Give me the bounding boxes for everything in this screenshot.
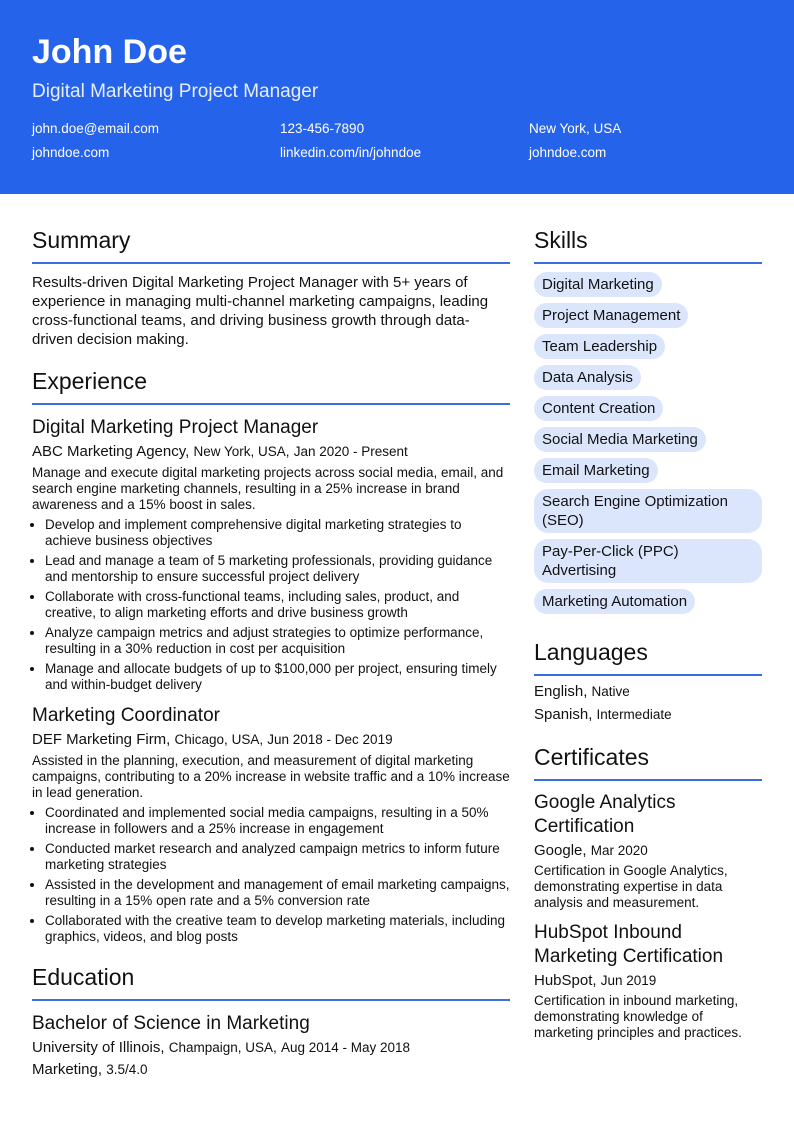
skill-tag: Pay-Per-Click (PPC) Advertising: [534, 539, 762, 583]
contact-phone[interactable]: 123-456-7890: [280, 121, 365, 136]
skill-tag: Team Leadership: [534, 334, 665, 359]
certificates-heading: Certificates: [534, 743, 762, 781]
resume-body: [0, 194, 794, 1080]
certificate-meta: [534, 841, 762, 861]
education-entry: [32, 1012, 510, 1080]
languages-section: [534, 638, 762, 725]
experience-section: [32, 367, 510, 945]
experience-heading: Experience: [32, 367, 510, 405]
contact-website-2[interactable]: johndoe.com: [529, 145, 607, 160]
job-bullet: • Coordinated and implemented social media campaigns, resulting in a 50% increase in followers and a 25% increase in engagement: [45, 805, 510, 837]
job-dates: Jan 2020 - Present: [293, 444, 408, 459]
job-bullet: • Manage and allocate budgets of up to $100,000 per project, ensuring timely and within-budget delivery: [45, 661, 510, 693]
summary-heading: Summary: [32, 226, 510, 264]
certificate-entry: [534, 791, 762, 911]
language-name: Spanish,: [534, 706, 593, 723]
job-bullet: • Analyze campaign metrics and adjust strategies to optimize performance, resulting in a 30% reduction in cost per acquisition: [45, 625, 510, 657]
contact-info: [32, 120, 762, 162]
skill-tag: Digital Marketing: [534, 272, 662, 297]
skills-list: [534, 272, 762, 620]
job-bullet: • Develop and implement comprehensive digital marketing strategies to achieve business objectives: [45, 517, 510, 549]
contact-email[interactable]: john.doe@email.com: [32, 121, 160, 136]
skill-tag: Search Engine Optimization (SEO): [534, 489, 762, 533]
certificate-meta: [534, 971, 762, 991]
job-description: Assisted in the planning, execution, and measurement of digital marketing campaigns, contributing to a 20% increase in website traffic and a 10% increase in lead generation.: [32, 753, 510, 800]
school-name: University of Illinois,: [32, 1039, 165, 1056]
degree-title: Bachelor of Science in Marketing: [32, 1013, 310, 1034]
language-name: English,: [534, 683, 588, 700]
certificate-issuer: Google,: [534, 842, 587, 859]
education-gpa: 3.5/4.0: [106, 1062, 148, 1077]
certificate-description: Certification in Google Analytics, demonstrating expertise in data analysis and measurement.: [534, 863, 728, 910]
language-level: Native: [591, 684, 630, 699]
job-bullet: • Collaborated with the creative team to develop marketing materials, including graphics, videos, and blog posts: [45, 913, 510, 945]
job-dates: Jun 2018 - Dec 2019: [267, 732, 393, 747]
candidate-name: John Doe: [32, 33, 187, 71]
school-location: Champaign, USA,: [168, 1040, 277, 1055]
skill-tag: Social Media Marketing: [534, 427, 706, 452]
education-dates: Aug 2014 - May 2018: [280, 1040, 411, 1055]
certificate-entry: [534, 921, 762, 1041]
certificate-title: HubSpot Inbound Marketing Certification: [534, 922, 724, 967]
job-entry: [32, 416, 510, 693]
skills-heading: Skills: [534, 226, 762, 264]
skill-tag: Data Analysis: [534, 365, 641, 390]
job-bullet: • Conducted market research and analyzed campaign metrics to inform future marketing strategies: [45, 841, 510, 873]
contact-location: New York, USA: [529, 121, 622, 136]
job-title: Marketing Coordinator: [32, 705, 220, 726]
right-column: [534, 194, 762, 1080]
education-section: [32, 963, 510, 1080]
certificate-date: Mar 2020: [590, 843, 648, 858]
job-bullets: [32, 805, 510, 945]
resume-header: [0, 0, 794, 194]
certificate-description: Certification in inbound marketing, demonstrating knowledge of marketing principles and practices.: [534, 993, 742, 1040]
language-level: Intermediate: [596, 707, 672, 722]
education-meta: [32, 1038, 510, 1058]
job-meta: [32, 730, 510, 750]
education-heading: Education: [32, 963, 510, 1001]
certificate-issuer: HubSpot,: [534, 972, 597, 989]
job-meta: [32, 442, 510, 462]
skill-tag: Email Marketing: [534, 458, 658, 483]
candidate-title: Digital Marketing Project Manager: [32, 81, 319, 102]
certificates-section: [534, 743, 762, 1041]
job-location: New York, USA,: [193, 444, 290, 459]
job-entry: [32, 704, 510, 945]
job-location: Chicago, USA,: [174, 732, 264, 747]
skill-tag: Content Creation: [534, 396, 663, 421]
skill-tag: Project Management: [534, 303, 688, 328]
language-item: [534, 682, 762, 702]
contact-website[interactable]: johndoe.com: [32, 145, 110, 160]
language-item: [534, 705, 762, 725]
certificate-date: Jun 2019: [600, 973, 657, 988]
education-gpa-row: [32, 1060, 510, 1080]
skill-tag: Marketing Automation: [534, 589, 695, 614]
education-field: Marketing,: [32, 1061, 103, 1078]
job-company: ABC Marketing Agency,: [32, 443, 190, 460]
certificate-title: Google Analytics Certification: [534, 792, 676, 837]
job-description: Manage and execute digital marketing projects across social media, email, and search engine marketing channels, resulting in a 25% increase in brand awareness and a 15% boost in sales.: [32, 465, 504, 512]
job-title: Digital Marketing Project Manager: [32, 417, 319, 438]
job-bullet: • Collaborate with cross-functional teams, including sales, product, and creative, to align marketing efforts and drive business growth: [45, 589, 510, 621]
job-bullets: [32, 517, 510, 693]
job-bullet: • Lead and manage a team of 5 marketing professionals, providing guidance and mentorship to ensure successful project delivery: [45, 553, 510, 585]
languages-heading: Languages: [534, 638, 762, 676]
job-company: DEF Marketing Firm,: [32, 731, 171, 748]
contact-linkedin[interactable]: linkedin.com/in/johndoe: [280, 145, 422, 160]
summary-text: Results-driven Digital Marketing Project Manager with 5+ years of experience in managing multi-channel marketing campaigns, leading cross-functional teams, and driving business growth through data-driven decision making.: [32, 274, 489, 348]
job-bullet: • Assisted in the development and management of email marketing campaigns, resulting in a 15% open rate and a 5% conversion rate: [45, 877, 510, 909]
left-column: [32, 194, 510, 1080]
